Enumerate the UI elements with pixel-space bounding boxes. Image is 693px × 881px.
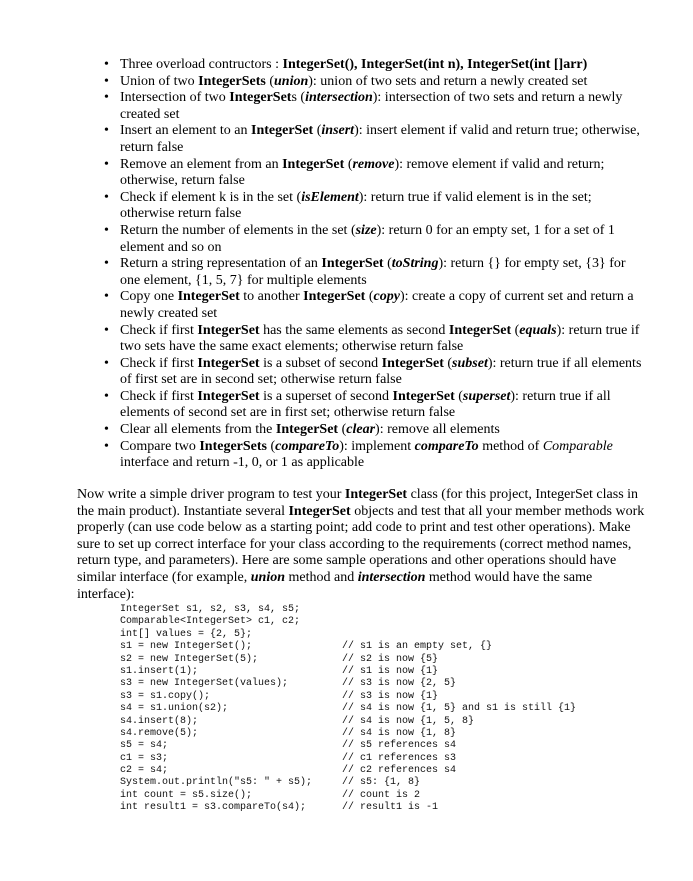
list-item <box>104 356 644 389</box>
text-segment: ): return 0 for an empty set, 1 for a set of 1 element and so on <box>120 222 615 255</box>
list-item <box>104 90 644 123</box>
bullet-icon: • <box>104 57 109 72</box>
code-statement: s5 = s4; <box>120 740 169 752</box>
text-segment: ( <box>265 73 274 89</box>
text-segment: Check if first <box>120 322 198 338</box>
code-line <box>120 740 457 752</box>
text-segment: ( <box>383 256 392 272</box>
text-segment: IntegerSet <box>321 256 384 272</box>
code-line <box>120 629 312 641</box>
text-segment: compareTo <box>414 438 479 454</box>
text-segment: Return the number of elements in the set ( <box>120 222 356 238</box>
code-line <box>120 765 457 777</box>
text-segment: IntegerSet <box>177 289 240 305</box>
text-segment: IntegerSet <box>197 388 260 404</box>
text-segment: ( <box>266 438 276 454</box>
text-segment: Remove an element from an <box>120 156 283 172</box>
text-segment: ( <box>454 388 463 404</box>
text-segment: method and <box>285 569 358 585</box>
text-segment: IntegerSet <box>288 503 351 519</box>
code-statement: int count = s5.size(); <box>120 789 253 801</box>
text-segment: ): implement <box>339 438 415 454</box>
text-segment: ( <box>365 289 374 305</box>
list-item <box>104 289 644 322</box>
text-segment: is a superset of second <box>259 388 393 404</box>
code-line <box>120 727 457 740</box>
text-segment: Check if first <box>120 355 198 371</box>
code-line <box>120 789 421 802</box>
text-segment: size <box>355 222 377 238</box>
code-comment: // s1 is an empty set, {} <box>342 641 493 653</box>
bullet-icon: • <box>104 90 109 106</box>
code-line <box>120 777 421 789</box>
text-segment: IntegerSet <box>381 355 444 371</box>
code-line <box>120 678 457 690</box>
text-segment: IntegerSet <box>275 422 339 438</box>
code-comment: // s5: {1, 8} <box>342 777 421 789</box>
bullet-icon: • <box>104 322 109 338</box>
text-segment: IntegerSets <box>199 438 267 454</box>
text-segment: s ( <box>291 90 306 106</box>
bullet-icon: • <box>104 256 109 272</box>
text-segment: ): remove all elements <box>375 422 500 438</box>
bullet-icon: • <box>104 438 109 454</box>
bullet-icon: • <box>104 388 109 404</box>
text-segment: toString <box>391 256 439 272</box>
text-segment: superset <box>462 388 511 404</box>
list-item <box>104 123 644 156</box>
code-comment: // s2 is now {5} <box>342 653 439 665</box>
code-comment: // result1 is -1 <box>342 802 439 814</box>
code-line <box>120 690 439 703</box>
text-segment: method of <box>478 438 543 454</box>
code-statement: Comparable<IntegerSet> c1, c2; <box>120 616 301 628</box>
code-comment: // s1 is now {1} <box>342 665 439 677</box>
code-statement: int[] values = {2, 5}; <box>120 628 253 640</box>
list-item <box>104 57 644 74</box>
text-segment: ( <box>344 156 353 172</box>
text-segment: interface and return -1, 0, or 1 as applicable <box>120 455 365 471</box>
text-segment: ): return {} for empty set, {3} for one element, {1, 5, 7} for multiple elements <box>120 256 626 288</box>
text-segment: Compare two <box>120 438 200 454</box>
list-item <box>104 223 644 256</box>
code-statement: s3 = new IntegerSet(values); <box>120 678 289 690</box>
code-comment: // s5 references s4 <box>342 740 457 752</box>
text-segment: IntegerSet <box>282 156 345 172</box>
list-item <box>104 74 644 91</box>
code-sample <box>120 604 577 815</box>
list-item <box>104 157 644 190</box>
text-segment: insert <box>321 123 355 139</box>
text-segment: IntegerSet <box>197 355 260 371</box>
text-segment: ): return true if all elements of second set are in first set; otherwise return false <box>120 388 611 421</box>
bullet-icon: • <box>104 289 109 305</box>
code-comment: // s4 is now {1, 5} and s1 is still {1} <box>342 703 577 715</box>
text-segment: ): union of two sets and return a newly created set <box>308 73 588 89</box>
text-segment: ( <box>443 355 453 371</box>
code-comment: // s4 is now {1, 8} <box>342 727 457 739</box>
code-comment: // s3 is now {2, 5} <box>342 678 457 690</box>
code-line <box>120 653 439 666</box>
text-segment: isElement <box>301 189 359 205</box>
bullet-icon: • <box>104 422 109 438</box>
list-item <box>104 256 644 289</box>
code-line <box>120 641 493 653</box>
code-line <box>120 665 439 678</box>
code-statement: s1 = new IntegerSet(); <box>120 641 253 653</box>
code-statement: s3 = s1.copy(); <box>120 690 211 702</box>
text-segment: remove <box>352 156 395 172</box>
code-line <box>120 604 312 616</box>
text-segment: IntegerSet(), IntegerSet(int n), IntegerSet(int []arr) <box>282 57 588 72</box>
text-segment: intersection <box>357 569 426 585</box>
text-segment: copy <box>373 289 400 305</box>
text-segment: Comparable <box>542 438 613 454</box>
list-item <box>104 389 644 422</box>
text-segment: intersection <box>305 90 373 106</box>
code-comment: // s3 is now {1} <box>342 690 439 702</box>
text-segment: IntegerSets <box>198 73 266 89</box>
code-line <box>120 703 577 715</box>
code-comment: // c2 references s4 <box>342 765 457 777</box>
text-segment: has the same elements as second <box>259 322 449 338</box>
list-item <box>104 422 644 439</box>
text-segment: Clear all elements from the <box>120 422 276 438</box>
text-segment: ( <box>511 322 520 338</box>
bullet-icon: • <box>104 355 109 371</box>
text-segment: union <box>250 569 285 585</box>
text-segment: Intersection of two <box>120 90 230 106</box>
text-segment: ): insert element if valid and return true; otherwise, return false <box>120 123 640 155</box>
bullet-icon: • <box>104 189 109 205</box>
code-line <box>120 715 475 728</box>
text-segment: ): return true if valid element is in the set; otherwise return false <box>120 189 592 222</box>
text-segment: to another <box>239 289 304 305</box>
code-comment: // c1 references s3 <box>342 752 457 764</box>
text-segment: Check if element k is in the set ( <box>120 189 302 205</box>
text-segment: class (for this project, IntegerSet class in the main product). Instantiate several <box>77 487 639 519</box>
code-statement: IntegerSet s1, s2, s3, s4, s5; <box>120 604 301 615</box>
text-segment: ( <box>338 422 347 438</box>
code-comment: // s4 is now {1, 5, 8} <box>342 715 475 727</box>
text-segment: clear <box>346 422 376 438</box>
list-item <box>104 323 644 356</box>
code-statement: c2 = s4; <box>120 765 169 777</box>
code-line <box>120 802 439 814</box>
text-segment: IntegerSet <box>392 388 455 404</box>
text-segment: IntegerSet <box>251 123 314 139</box>
text-segment: Check if first <box>120 388 198 404</box>
code-statement: s4.remove(5); <box>120 727 199 739</box>
bullet-icon: • <box>104 123 109 139</box>
text-segment: IntegerSet <box>344 487 408 502</box>
text-segment: objects and test that all your member methods work properly (can use code below as a starting point; add code to print and test other operations). Make sure to set up correct interface for your class according to the requirements (correct method names, return type, and parameters). Here are some sample operations and other operations should have similar interface (for example, <box>77 503 645 585</box>
text-segment: IntegerSet <box>448 322 512 338</box>
bullet-icon: • <box>104 156 109 172</box>
text-segment: ): create a copy of current set and return a newly created set <box>120 289 634 321</box>
text-segment: subset <box>452 355 488 371</box>
text-segment: IntegerSet <box>229 90 292 106</box>
code-line <box>120 616 312 628</box>
text-segment: method would have the same interface): <box>77 569 593 602</box>
bullet-icon: • <box>104 222 109 238</box>
text-segment: ): return true if two sets have the same exact elements; otherwise return false <box>120 322 640 355</box>
text-segment: is a subset of second <box>259 355 382 371</box>
text-segment: Now write a simple driver program to test your <box>77 487 345 502</box>
text-segment: Return a string representation of an <box>120 256 322 272</box>
code-statement: s2 = new IntegerSet(5); <box>120 653 259 665</box>
text-segment: ): remove element if valid and return; otherwise, return false <box>120 156 605 189</box>
code-comment: // count is 2 <box>342 789 421 801</box>
text-segment: ): intersection of two sets and return a newly created set <box>120 90 623 122</box>
text-segment: union <box>274 73 309 89</box>
text-segment: ( <box>313 123 322 139</box>
text-segment: compareTo <box>275 438 340 454</box>
code-statement: s4 = s1.union(s2); <box>120 703 229 715</box>
code-statement: s1.insert(1); <box>120 665 199 677</box>
list-item <box>104 190 644 223</box>
text-segment: Copy one <box>120 289 178 305</box>
text-segment: equals <box>519 322 557 338</box>
code-line <box>120 752 457 765</box>
text-segment: Union of two <box>120 73 199 89</box>
text-segment: ): return true if all elements of first set are in second set; otherwise return false <box>120 355 642 388</box>
requirements-list <box>104 57 644 472</box>
text-segment: Insert an element to an <box>120 123 252 139</box>
code-statement: int result1 = s3.compareTo(s4); <box>120 802 307 814</box>
driver-instructions-paragraph <box>77 487 647 603</box>
list-item <box>104 439 644 472</box>
text-segment: IntegerSet <box>303 289 366 305</box>
code-statement: System.out.println("s5: " + s5); <box>120 777 313 789</box>
text-segment: Three overload contructors : <box>120 57 283 72</box>
bullet-icon: • <box>104 73 109 89</box>
code-statement: c1 = s3; <box>120 752 169 764</box>
text-segment: IntegerSet <box>197 322 260 338</box>
code-statement: s4.insert(8); <box>120 715 199 727</box>
